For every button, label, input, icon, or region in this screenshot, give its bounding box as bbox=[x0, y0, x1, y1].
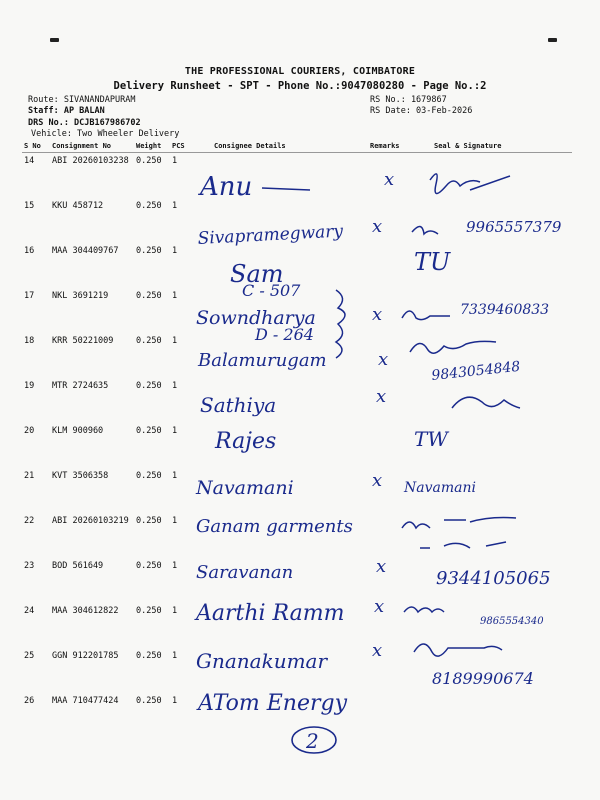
rs-number: RS No.: 1679867 bbox=[370, 95, 447, 105]
cell-weight: 0.250 bbox=[136, 606, 162, 616]
cell-weight: 0.250 bbox=[136, 336, 162, 346]
cell-sno: 21 bbox=[24, 471, 35, 481]
remark-mark: x bbox=[372, 640, 383, 661]
vehicle-label: Vehicle: Two Wheeler Delivery bbox=[31, 129, 180, 139]
cell-consignment: KKU 458712 bbox=[52, 201, 104, 211]
cell-consignment: MTR 2724635 bbox=[52, 381, 109, 391]
col-consignment: Consignment No bbox=[50, 140, 134, 153]
cell-pcs: 1 bbox=[172, 696, 178, 706]
signature-phone: 9865554340 bbox=[480, 616, 544, 627]
cell-weight: 0.250 bbox=[136, 561, 162, 571]
drs-number: DRS No.: DCJB167986702 bbox=[28, 118, 141, 128]
cell-pcs: 1 bbox=[172, 336, 178, 346]
consignee-handwriting bbox=[194, 172, 353, 716]
cell-sno: 16 bbox=[24, 246, 35, 256]
handwritten-name: Anu bbox=[200, 172, 253, 202]
cell-consignment: NKL 3691219 bbox=[52, 291, 109, 301]
cell-sno: 25 bbox=[24, 651, 35, 661]
cell-weight: 0.250 bbox=[136, 651, 162, 661]
remarks-handwriting bbox=[372, 169, 394, 661]
handwritten-name: Sathiya bbox=[200, 393, 277, 417]
page-number-circle bbox=[292, 727, 336, 753]
cell-pcs: 1 bbox=[172, 426, 178, 436]
cell-weight: 0.250 bbox=[136, 291, 162, 301]
cell-pcs: 1 bbox=[172, 561, 178, 571]
cell-consignment: ABI 20260103238 bbox=[52, 156, 129, 166]
cell-sno: 17 bbox=[24, 291, 35, 301]
cell-sno: 14 bbox=[24, 156, 35, 166]
remark-mark: x bbox=[378, 349, 389, 370]
signature-phone: 9965557379 bbox=[466, 218, 562, 236]
handwritten-name: Sivapramegwary bbox=[197, 221, 344, 249]
remark-mark: x bbox=[376, 556, 387, 577]
handwritten-name: Sowndharya bbox=[196, 307, 316, 329]
cell-weight: 0.250 bbox=[136, 156, 162, 166]
cell-pcs: 1 bbox=[172, 471, 178, 481]
col-consignee: Consignee Details bbox=[212, 140, 368, 153]
cell-pcs: 1 bbox=[172, 516, 178, 526]
cell-sno: 23 bbox=[24, 561, 35, 571]
signature-text: TU bbox=[414, 248, 451, 276]
signature-phone: 7339460833 bbox=[460, 302, 550, 318]
cell-weight: 0.250 bbox=[136, 516, 162, 526]
handwritten-name: Aarthi Ramm bbox=[196, 601, 345, 626]
cell-consignment: MAA 710477424 bbox=[52, 696, 119, 706]
cell-sno: 22 bbox=[24, 516, 35, 526]
remark-mark: x bbox=[384, 169, 395, 190]
cell-sno: 15 bbox=[24, 201, 35, 211]
cell-weight: 0.250 bbox=[136, 201, 162, 211]
cell-consignment: KVT 3506358 bbox=[52, 471, 109, 481]
cell-sno: 26 bbox=[24, 696, 35, 706]
cell-pcs: 1 bbox=[172, 246, 178, 256]
cell-pcs: 1 bbox=[172, 606, 178, 616]
cell-consignment: GGN 912201785 bbox=[52, 651, 119, 661]
cell-sno: 19 bbox=[24, 381, 35, 391]
cell-consignment: KLM 900960 bbox=[52, 426, 104, 436]
signature-phone: 8189990674 bbox=[432, 669, 534, 688]
col-sno: S No bbox=[22, 140, 50, 153]
remark-mark: x bbox=[376, 386, 387, 407]
cell-pcs: 1 bbox=[172, 156, 178, 166]
signature-text: Navamani bbox=[404, 480, 476, 496]
cell-consignment: MAA 304409767 bbox=[52, 246, 119, 256]
handwritten-name: Sam bbox=[230, 260, 284, 288]
document-title: THE PROFESSIONAL COURIERS, COIMBATORE bbox=[184, 66, 416, 77]
col-signature: Seal & Signature bbox=[422, 140, 572, 153]
handwritten-name: Balamurugam bbox=[198, 350, 327, 371]
cell-pcs: 1 bbox=[172, 291, 178, 301]
signature-phone: 9843054848 bbox=[430, 358, 522, 384]
cell-sno: 24 bbox=[24, 606, 35, 616]
signature-text: TW bbox=[414, 427, 448, 451]
cell-pcs: 1 bbox=[172, 201, 178, 211]
staff-label: Staff: AP BALAN bbox=[28, 106, 105, 116]
handwritten-name: Rajes bbox=[215, 429, 277, 454]
col-weight: Weight bbox=[134, 140, 170, 153]
signature-phone: 9344105065 bbox=[436, 568, 551, 589]
cell-pcs: 1 bbox=[172, 381, 178, 391]
col-remarks: Remarks bbox=[368, 140, 422, 153]
cell-consignment: KRR 50221009 bbox=[52, 336, 114, 346]
route-label: Route: SIVANANDAPURAM bbox=[28, 95, 136, 105]
cell-weight: 0.250 bbox=[136, 696, 162, 706]
remark-mark: x bbox=[372, 304, 383, 325]
handwritten-name: Saravanan bbox=[196, 562, 294, 583]
cell-consignment: ABI 20260103219 bbox=[52, 516, 129, 526]
cell-consignment: MAA 304612822 bbox=[52, 606, 119, 616]
signature-handwriting bbox=[402, 174, 562, 688]
cell-weight: 0.250 bbox=[136, 381, 162, 391]
page-number: 2 bbox=[306, 729, 319, 753]
cell-sno: 18 bbox=[24, 336, 35, 346]
handwritten-name: Gnanakumar bbox=[196, 649, 328, 673]
handwritten-note: D - 264 bbox=[255, 325, 314, 344]
handwritten-name: Navamani bbox=[196, 477, 294, 499]
cell-weight: 0.250 bbox=[136, 246, 162, 256]
handwritten-name: ATom Energy bbox=[198, 691, 348, 716]
remark-mark: x bbox=[374, 596, 385, 617]
remark-mark: x bbox=[372, 470, 383, 491]
col-pcs: PCS bbox=[170, 140, 212, 153]
cell-pcs: 1 bbox=[172, 651, 178, 661]
cell-weight: 0.250 bbox=[136, 471, 162, 481]
remark-mark: x bbox=[372, 216, 383, 237]
cell-weight: 0.250 bbox=[136, 426, 162, 436]
handwritten-name: Ganam garments bbox=[196, 516, 353, 537]
document-subtitle: Delivery Runsheet - SPT - Phone No.:9047080280 - Page No.:2 bbox=[113, 80, 487, 92]
cell-consignment: BOD 561649 bbox=[52, 561, 104, 571]
rs-date: RS Date: 03-Feb-2026 bbox=[370, 106, 473, 116]
cell-sno: 20 bbox=[24, 426, 35, 436]
handwritten-note: C - 507 bbox=[242, 281, 301, 300]
